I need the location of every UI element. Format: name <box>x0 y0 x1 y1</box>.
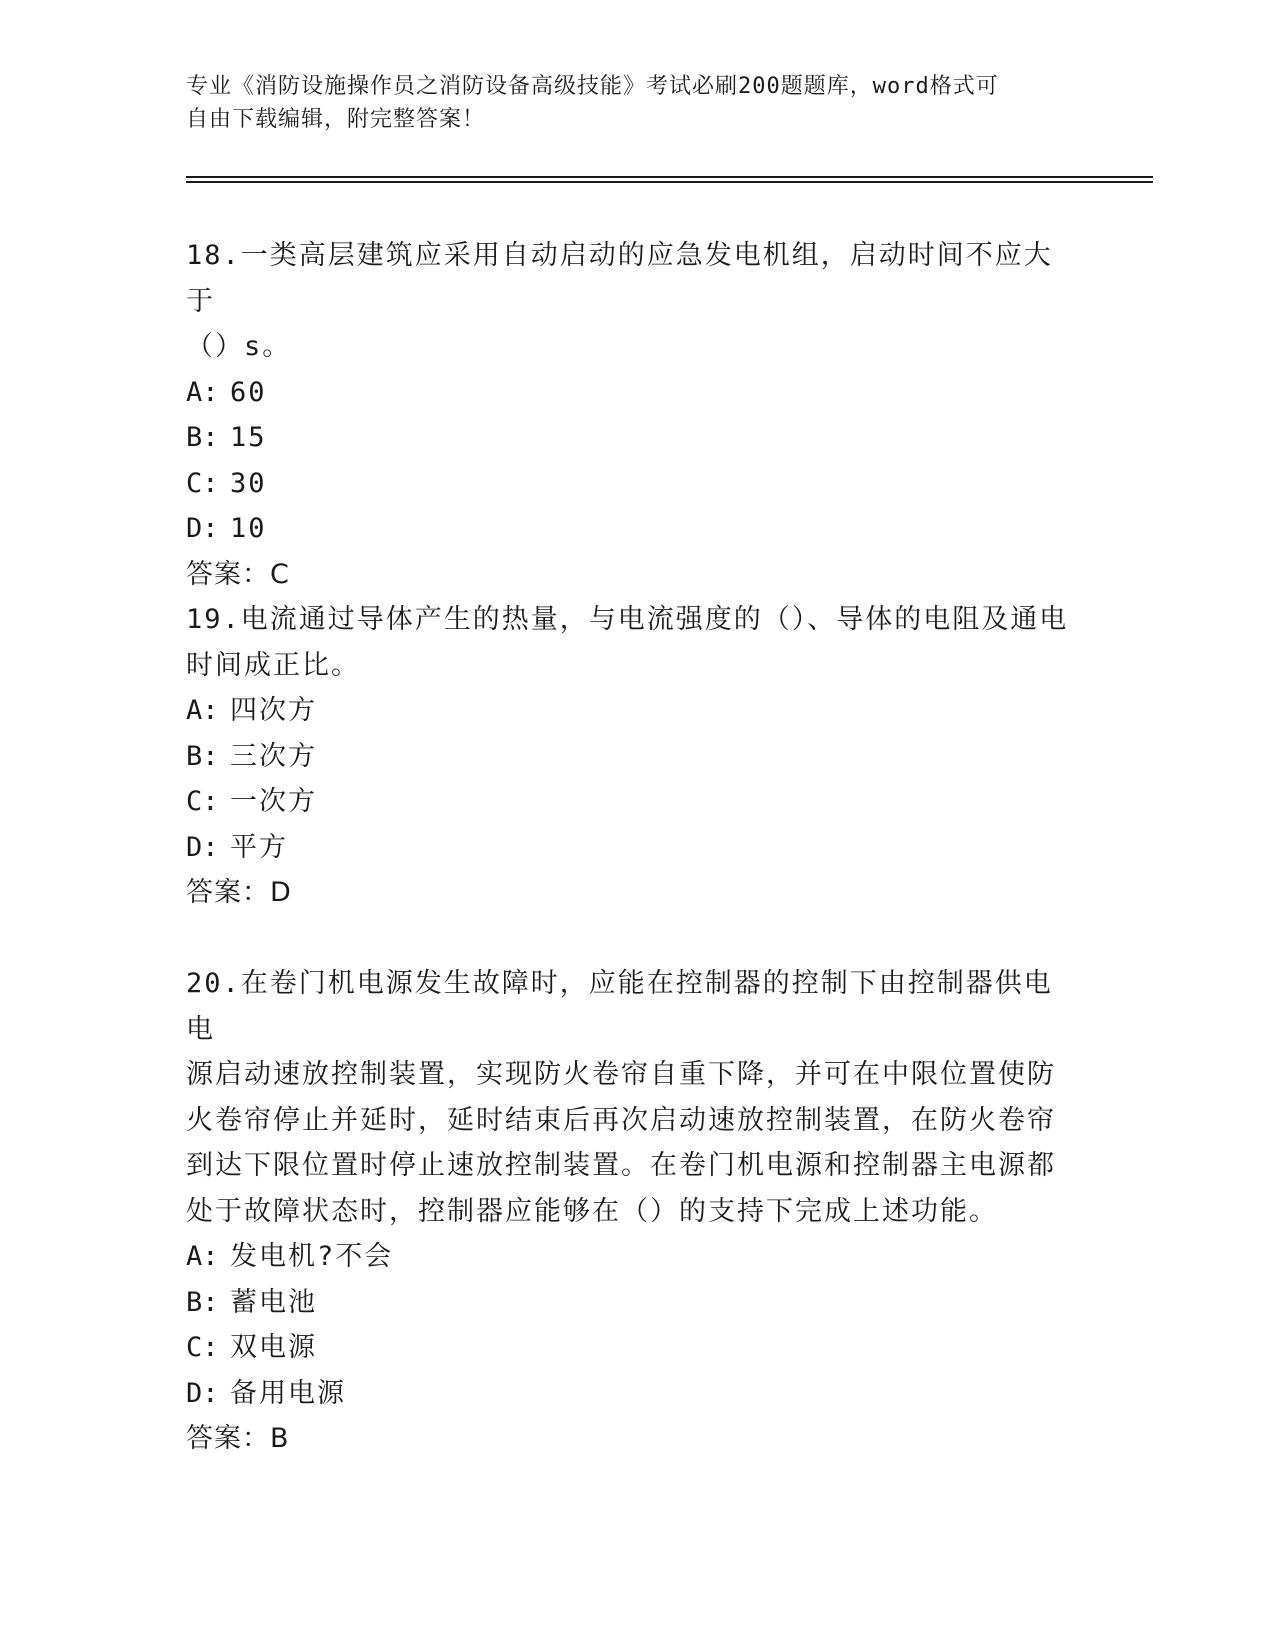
option-text: 10 <box>230 513 267 544</box>
option-a <box>186 688 1076 734</box>
question-20 <box>186 961 1076 1462</box>
option-d <box>186 825 1076 871</box>
option-c <box>186 779 1076 825</box>
option-a <box>186 1234 1076 1280</box>
option-letter: D: <box>186 831 219 863</box>
document-header <box>186 70 1066 136</box>
option-d <box>186 1371 1076 1417</box>
option-text: 备用电源 <box>230 1377 346 1409</box>
question-19 <box>186 597 1076 916</box>
option-letter: A: <box>186 695 219 726</box>
option-text: 四次方 <box>230 695 317 726</box>
answer-line: 答案：D <box>186 877 292 908</box>
option-text: 蓄电池 <box>230 1286 317 1318</box>
header-divider-top <box>186 176 1153 178</box>
question-stem-line: 18.一类高层建筑应采用自动启动的应急发电机组，启动时间不应大于 <box>186 240 1053 317</box>
option-letter: B: <box>186 1286 219 1318</box>
option-letter: B: <box>186 422 219 453</box>
answer-line: 答案：C <box>186 558 290 590</box>
question-stem-line: 时间成正比。 <box>186 649 360 681</box>
option-a <box>186 370 1076 416</box>
question-stem-line: 到达下限位置时停止速放控制装置。在卷门机电源和控制器主电源都 <box>186 1150 1056 1181</box>
option-letter: B: <box>186 740 219 772</box>
header-divider-bottom <box>186 181 1153 183</box>
option-letter: C: <box>186 1332 219 1363</box>
question-stem-line: 源启动速放控制装置，实现防火卷帘自重下降，并可在中限位置使防 <box>186 1059 1056 1090</box>
question-stem-line: 火卷帘停止并延时，延时结束后再次启动速放控制装置，在防火卷帘 <box>186 1104 1056 1136</box>
option-c <box>186 1325 1076 1371</box>
option-text: 30 <box>230 467 267 499</box>
question-stem-line: （）s。 <box>186 331 292 362</box>
option-text: 双电源 <box>230 1332 317 1363</box>
option-letter: C: <box>186 786 219 817</box>
header-line-2: 自由下载编辑，附完整答案！ <box>186 107 486 132</box>
option-text: 60 <box>230 376 267 408</box>
option-text: 发电机?不会 <box>230 1241 394 1272</box>
header-line-1: 专业《消防设施操作员之消防设备高级技能》考试必刷200题题库，word格式可 <box>186 74 999 99</box>
option-letter: A: <box>186 1241 219 1272</box>
question-stem-line: 处于故障状态时，控制器应能够在（）的支持下完成上述功能。 <box>186 1195 998 1227</box>
question-stem-line: 20.在卷门机电源发生故障时，应能在控制器的控制下由控制器供电电 <box>186 968 1053 1045</box>
option-letter: D: <box>186 1377 219 1409</box>
option-text: 平方 <box>230 831 288 863</box>
question-18 <box>186 233 1076 597</box>
option-letter: A: <box>186 376 219 408</box>
option-letter: D: <box>186 513 219 544</box>
option-text: 一次方 <box>230 786 317 817</box>
option-b <box>186 415 1076 461</box>
option-text: 三次方 <box>230 740 317 772</box>
option-b <box>186 734 1076 780</box>
option-d <box>186 506 1076 552</box>
option-text: 15 <box>230 422 267 453</box>
question-stem-line: 19.电流通过导体产生的热量，与电流强度的（）、导体的电阻及通电 <box>186 604 1069 635</box>
option-c <box>186 461 1076 507</box>
answer-line: 答案：B <box>186 1423 290 1454</box>
option-b <box>186 1280 1076 1326</box>
option-letter: C: <box>186 467 219 499</box>
